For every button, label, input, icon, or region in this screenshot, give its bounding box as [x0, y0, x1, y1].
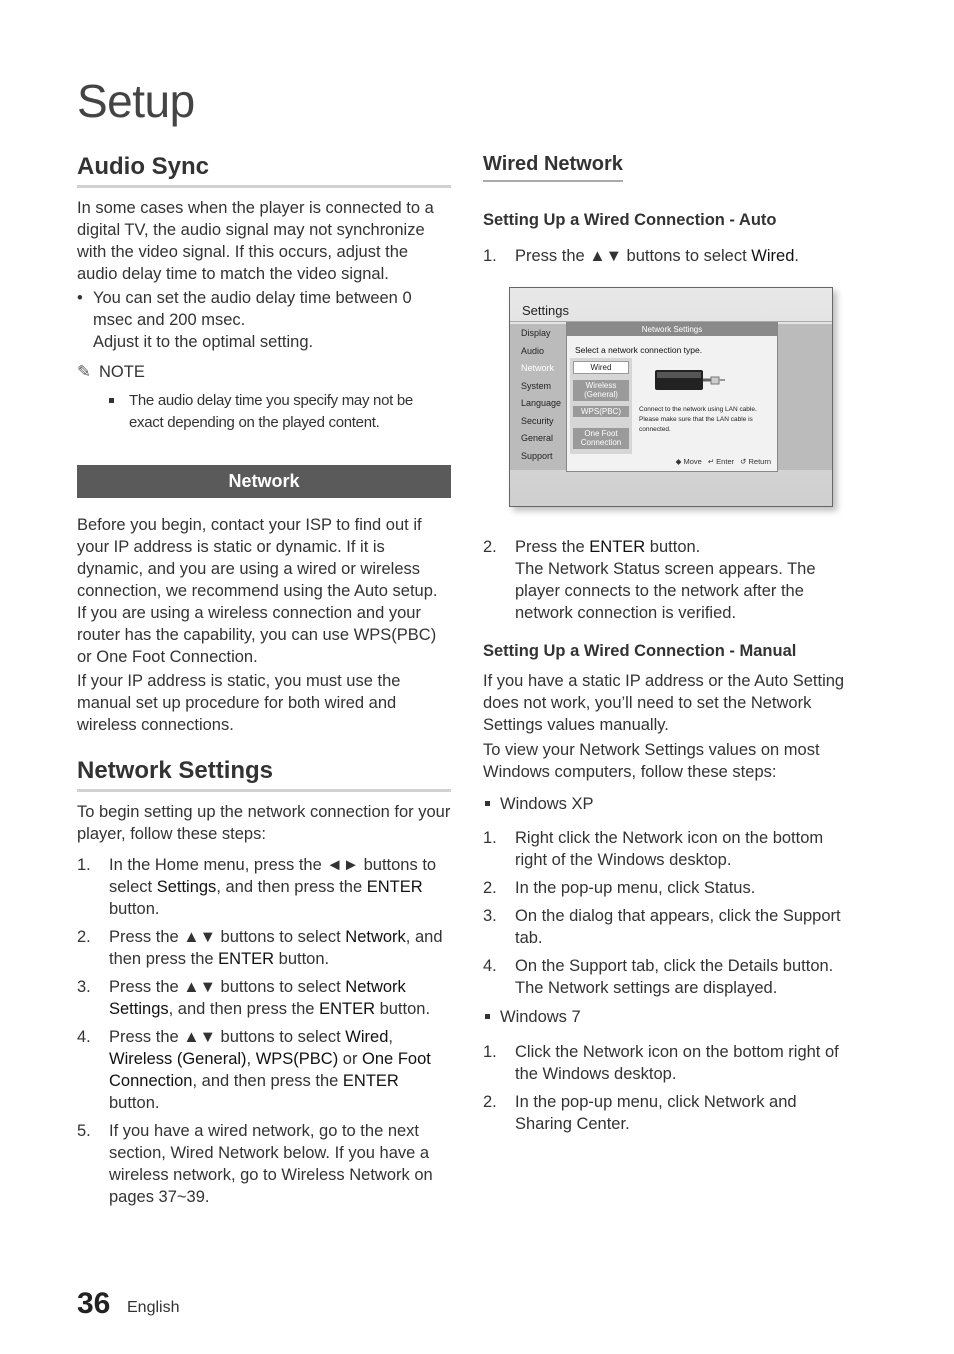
step-item	[483, 536, 855, 624]
step-item	[483, 905, 855, 949]
step-keyword: ENTER	[218, 950, 275, 968]
step-keyword: ENTER	[342, 1072, 399, 1090]
step-number: 3.	[77, 978, 91, 996]
step-text-part: button.	[274, 950, 330, 968]
step-item	[483, 1091, 855, 1135]
step-text-part: , and then press the	[216, 878, 367, 896]
windows-xp-label: Windows XP	[500, 795, 594, 813]
connection-option: Wired	[573, 361, 629, 374]
connection-option: One Foot Connection	[573, 428, 629, 449]
step-text-part: ,	[246, 1050, 256, 1068]
step-text-part: button.	[374, 1000, 431, 1018]
step-text: Click the Network icon on the bottom right of the Windows desktop.	[515, 1043, 839, 1083]
step-keyword: Wired	[751, 247, 795, 265]
step-number: 2.	[483, 538, 497, 556]
screenshot-menu-item: Display	[521, 328, 551, 338]
step-text-part: If you have a wired network, go to the next section, Wired Network below. If you have a wireless network, go to Wireless Network on pages 37~39.	[109, 1122, 433, 1206]
step-keyword: Network Settings	[109, 978, 406, 1018]
step-text-part: button.	[109, 900, 160, 918]
step-item	[483, 827, 855, 871]
page-number: 36	[77, 1287, 111, 1320]
step-item	[77, 926, 453, 970]
step-number: 5.	[77, 1122, 91, 1140]
step-text: In the pop-up menu, click Network and Sharing Center.	[515, 1093, 797, 1133]
screenshot-menu-item: System	[521, 380, 552, 391]
step-text	[109, 1120, 453, 1208]
wired-auto-heading: Setting Up a Wired Connection - Auto	[483, 211, 777, 229]
dialog-footer-hint: ↵ Enter	[707, 457, 735, 466]
bullet-line-2: Adjust it to the optimal setting.	[93, 333, 314, 351]
audio-sync-intro: In some cases when the player is connected to a digital TV, the audio signal may not synchronize with the video signal. If this occurs, adjust the audio delay time to match the video signal.	[77, 199, 434, 283]
step-item	[77, 1120, 453, 1208]
screenshot-menu-item: Security	[521, 415, 554, 426]
square-bullet-icon	[109, 398, 114, 403]
step-number: 4.	[77, 1028, 91, 1046]
step-text-part: Press the ▲▼ buttons to select	[109, 928, 346, 946]
network-settings-intro: To begin setting up the network connection for your player, follow these steps:	[77, 803, 451, 843]
square-bullet-icon	[485, 801, 490, 806]
dialog-footer	[567, 457, 777, 471]
network-settings-heading: Network Settings	[77, 757, 451, 792]
page-language: English	[127, 1299, 180, 1316]
network-settings-dialog	[566, 322, 778, 472]
wired-auto-step-1	[483, 245, 855, 273]
step-number: 2.	[483, 1093, 497, 1111]
step-text-part: , and then press the	[192, 1072, 343, 1090]
step-item	[77, 1026, 453, 1114]
network-settings-steps	[77, 854, 453, 1214]
step-keyword: Network	[345, 928, 406, 946]
step-number: 2.	[77, 928, 91, 946]
step-text: In the pop-up menu, click Status.	[515, 879, 756, 897]
step-number: 1.	[77, 856, 91, 874]
step-text-part: Press the	[515, 538, 590, 556]
dialog-description: Connect to the network using LAN cable. Please make sure that the LAN cable is connected.	[639, 406, 757, 433]
player-cable-icon	[655, 367, 725, 393]
network-para-1: Before you begin, contact your ISP to find out if your IP address is static or dynamic. If it is dynamic, and you are using a wired or wireless connection, we recommend using the Auto setup. If you are using a wireless connection and your router has the capability, you can use WPS(PBC) or One Foot Connection.	[77, 516, 438, 666]
step-item	[483, 245, 855, 267]
step-text	[109, 854, 453, 920]
screenshot-menu-item: General	[521, 433, 554, 443]
step-text-part: Press the ▲▼ buttons to select	[109, 978, 346, 996]
step-text	[109, 926, 453, 970]
bullet-line-1: You can set the audio delay time between 0 msec and 200 msec.	[93, 289, 412, 329]
step-text-part: , and then press the	[168, 1000, 320, 1018]
dialog-prompt: Select a network connection type.	[575, 345, 703, 355]
step-text-part: .	[794, 247, 799, 265]
screenshot-menu-item: Audio	[521, 345, 545, 356]
step-number: 2.	[483, 879, 497, 897]
screenshot-menu-item: Support	[521, 450, 553, 461]
step-item	[483, 877, 855, 899]
wired-manual-heading: Setting Up a Wired Connection - Manual	[483, 642, 797, 660]
dialog-title: Network Settings	[567, 323, 777, 336]
step-text: Right click the Network icon on the bottom right of the Windows desktop.	[515, 829, 824, 869]
step-text	[515, 245, 855, 267]
step-text: On the Support tab, click the Details button. The Network settings are displayed.	[515, 957, 834, 997]
note-label-row	[77, 362, 145, 382]
step-item	[77, 854, 453, 920]
step-text	[109, 1026, 453, 1114]
windows-7-steps	[483, 1041, 855, 1141]
step-text	[515, 536, 855, 624]
step-text-part: Press the ▲▼ buttons to select	[515, 247, 752, 265]
wired-auto-step-2	[483, 536, 855, 630]
step-number: 1.	[483, 1043, 497, 1061]
step-number: 1.	[483, 247, 497, 265]
windows-7-label: Windows 7	[500, 1008, 581, 1026]
step-text-part: , and then press the	[109, 928, 443, 968]
note-label: NOTE	[99, 363, 145, 381]
connection-options	[570, 358, 632, 454]
settings-screenshot	[509, 287, 833, 507]
page-title: Setup	[77, 75, 195, 127]
square-bullet-icon	[485, 1014, 490, 1019]
network-para-2: If your IP address is static, you must use the manual set up procedure for both wired and wireless connections.	[77, 672, 401, 734]
note-item	[109, 390, 449, 434]
connection-option: Wireless (General)	[573, 380, 629, 401]
step-item	[483, 955, 855, 999]
connection-option: WPS(PBC)	[573, 406, 629, 417]
pencil-icon: ✎	[77, 363, 91, 381]
step-keyword: ENTER	[319, 1000, 375, 1018]
screenshot-menu-item: Network	[521, 363, 555, 373]
screenshot-menu-item: Language	[521, 398, 562, 408]
dialog-footer-hint: ↺ Return	[740, 457, 771, 466]
step-text-part: ,	[388, 1028, 393, 1046]
dialog-footer-hint: ◆ Move	[675, 457, 702, 466]
wired-manual-para-2: To view your Network Settings values on most Windows computers, follow these steps:	[483, 741, 820, 781]
step-item	[483, 1041, 855, 1085]
step-text-part: In the Home menu, press the ◄► buttons to select	[109, 856, 437, 896]
audio-sync-bullet	[77, 287, 451, 353]
step-text-part: button.	[109, 1094, 160, 1112]
wired-network-heading: Wired Network	[483, 153, 623, 182]
step-item	[77, 976, 453, 1020]
step-text-part: or	[338, 1050, 363, 1068]
step-keyword: Wireless (General)	[109, 1050, 247, 1068]
step-keyword: One Foot Connection	[109, 1050, 431, 1090]
windows-xp-label-row	[483, 793, 594, 815]
step-text-part: button. The Network Status screen appears. The player connects to the network after the network connection is verified.	[515, 538, 816, 622]
audio-sync-heading: Audio Sync	[77, 153, 451, 188]
step-number: 4.	[483, 957, 497, 975]
step-number: 1.	[483, 829, 497, 847]
windows-7-label-row	[483, 1006, 581, 1028]
bullet-dot: •	[77, 289, 83, 307]
step-number: 3.	[483, 907, 497, 925]
step-text: On the dialog that appears, click the Support tab.	[515, 907, 841, 947]
network-section-band: Network	[77, 465, 451, 498]
step-text	[109, 976, 453, 1020]
step-keyword: ENTER	[589, 538, 646, 556]
wired-manual-para-1: If you have a static IP address or the Auto Setting does not work, you’ll need to set the Network Settings values manually.	[483, 672, 845, 734]
note-item-text: The audio delay time you specify may not be exact depending on the played content.	[129, 392, 413, 431]
step-text-part: Press the ▲▼ buttons to select	[109, 1028, 346, 1046]
step-keyword: ENTER	[366, 878, 423, 896]
windows-xp-steps	[483, 827, 855, 1005]
screenshot-title: Settings	[522, 303, 569, 318]
step-keyword: Settings	[156, 878, 217, 896]
step-keyword: Wired	[345, 1028, 389, 1046]
step-keyword: WPS(PBC)	[255, 1050, 339, 1068]
